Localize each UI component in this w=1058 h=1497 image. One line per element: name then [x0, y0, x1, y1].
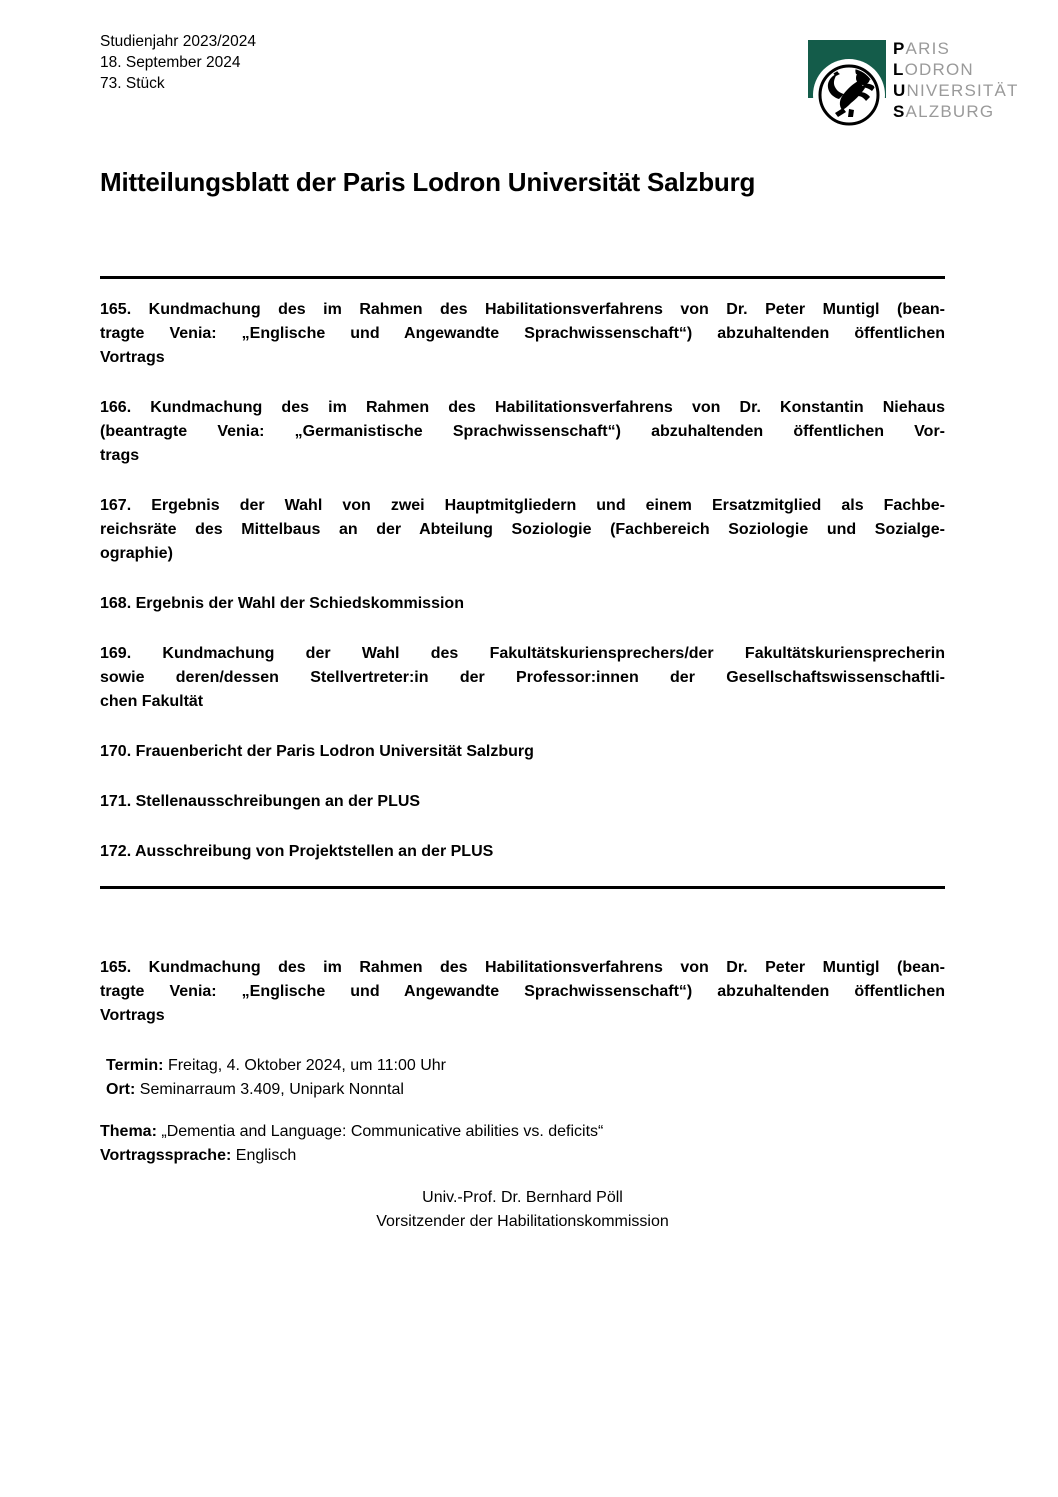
ort-line — [100, 1078, 945, 1102]
toc-item-171 — [100, 790, 945, 814]
sprache-value: Englisch — [235, 1147, 297, 1164]
signature-role: Vorsitzender der Habilitationskommission — [376, 1213, 669, 1230]
toc-item-168 — [100, 592, 945, 616]
toc-line: reichsräte des Mittelbaus an der Abteilung Soziologie (Fachbereich Soziologie und Sozialge- — [100, 521, 945, 538]
termin-line — [100, 1054, 945, 1078]
toc-line: 167. Ergebnis der Wahl von zwei Hauptmitgliedern und einem Ersatzmitglied als Fachbe- — [100, 497, 945, 514]
announcement-heading-line: Vortrags — [100, 1007, 165, 1024]
toc-line: 166. Kundmachung des im Rahmen des Habilitationsverfahrens von Dr. Konstantin Niehaus — [100, 399, 945, 416]
thema-value: „Dementia and Language: Communicative abilities vs. deficits“ — [161, 1123, 604, 1140]
divider-top — [100, 276, 945, 279]
toc-item-167 — [100, 494, 945, 566]
lion-seal-icon — [806, 36, 898, 136]
toc-line: Vortrags — [100, 349, 165, 366]
ort-value: Seminarraum 3.409, Unipark Nonntal — [139, 1081, 404, 1098]
page-title: Mitteilungsblatt der Paris Lodron Universität Salzburg — [100, 167, 756, 198]
toc-line: tragte Venia: „Englische und Angewandte Sprachwissenschaft“) abzuhaltenden öffentlichen — [100, 325, 945, 342]
toc-line: 168. Ergebnis der Wahl der Schiedskommission — [100, 595, 464, 612]
toc-item-172 — [100, 840, 945, 864]
toc-line: ographie) — [100, 545, 173, 562]
issue-studienjahr: Studienjahr 2023/2024 — [100, 33, 256, 50]
issue-number: 73. Stück — [100, 75, 165, 92]
toc-line: 172. Ausschreibung von Projektstellen an der PLUS — [100, 843, 494, 860]
logo-line-paris: PARIS — [893, 39, 951, 58]
university-logo — [806, 36, 1021, 136]
toc-item-169 — [100, 642, 945, 714]
thema-line — [100, 1120, 945, 1144]
issue-meta — [100, 31, 256, 94]
toc-line: (beantragte Venia: „Germanistische Sprachwissenschaft“) abzuhaltenden öffentlichen Vor- — [100, 423, 945, 440]
toc-item-170 — [100, 740, 945, 764]
toc-line: trags — [100, 447, 140, 464]
signature-name: Univ.-Prof. Dr. Bernhard Pöll — [422, 1189, 623, 1206]
sprache-line — [100, 1144, 945, 1168]
logo-line-universitaet: UNIVERSITÄT — [893, 81, 1019, 100]
logo-wordmark — [893, 38, 1019, 122]
logo-line-salzburg: SALZBURG — [893, 102, 995, 121]
announcement-heading-line: 165. Kundmachung des im Rahmen des Habilitationsverfahrens von Dr. Peter Muntigl (bean- — [100, 959, 945, 976]
announcement-when-where — [100, 1054, 945, 1102]
toc-line: 170. Frauenbericht der Paris Lodron Universität Salzburg — [100, 743, 534, 760]
table-of-contents — [100, 298, 945, 890]
ort-label: Ort: — [106, 1081, 136, 1098]
announcement-heading-line: tragte Venia: „Englische und Angewandte Sprachwissenschaft“) abzuhaltenden öffentlichen — [100, 983, 945, 1000]
toc-line: 169. Kundmachung der Wahl des Fakultätskuriensprechers/der Fakultätskuriensprecherin — [100, 645, 945, 662]
sprache-label: Vortragssprache: — [100, 1147, 232, 1164]
termin-label: Termin: — [106, 1057, 164, 1074]
divider-middle — [100, 886, 945, 889]
toc-line: sowie deren/dessen Stellvertreter:in der Professor:innen der Gesellschaftswissenschaftli- — [100, 669, 945, 686]
announcement-topic — [100, 1120, 945, 1168]
toc-item-166 — [100, 396, 945, 468]
toc-line: 165. Kundmachung des im Rahmen des Habilitationsverfahrens von Dr. Peter Muntigl (bean- — [100, 301, 945, 318]
thema-label: Thema: — [100, 1123, 157, 1140]
termin-value: Freitag, 4. Oktober 2024, um 11:00 Uhr — [167, 1057, 447, 1074]
toc-line: 171. Stellenausschreibungen an der PLUS — [100, 793, 421, 810]
issue-date: 18. September 2024 — [100, 54, 241, 71]
announcement-heading — [100, 956, 945, 1028]
toc-line: chen Fakultät — [100, 693, 204, 710]
signature-block — [100, 1186, 945, 1234]
toc-item-165 — [100, 298, 945, 370]
logo-line-lodron: LODRON — [893, 60, 974, 79]
announcement-165 — [100, 956, 945, 1234]
